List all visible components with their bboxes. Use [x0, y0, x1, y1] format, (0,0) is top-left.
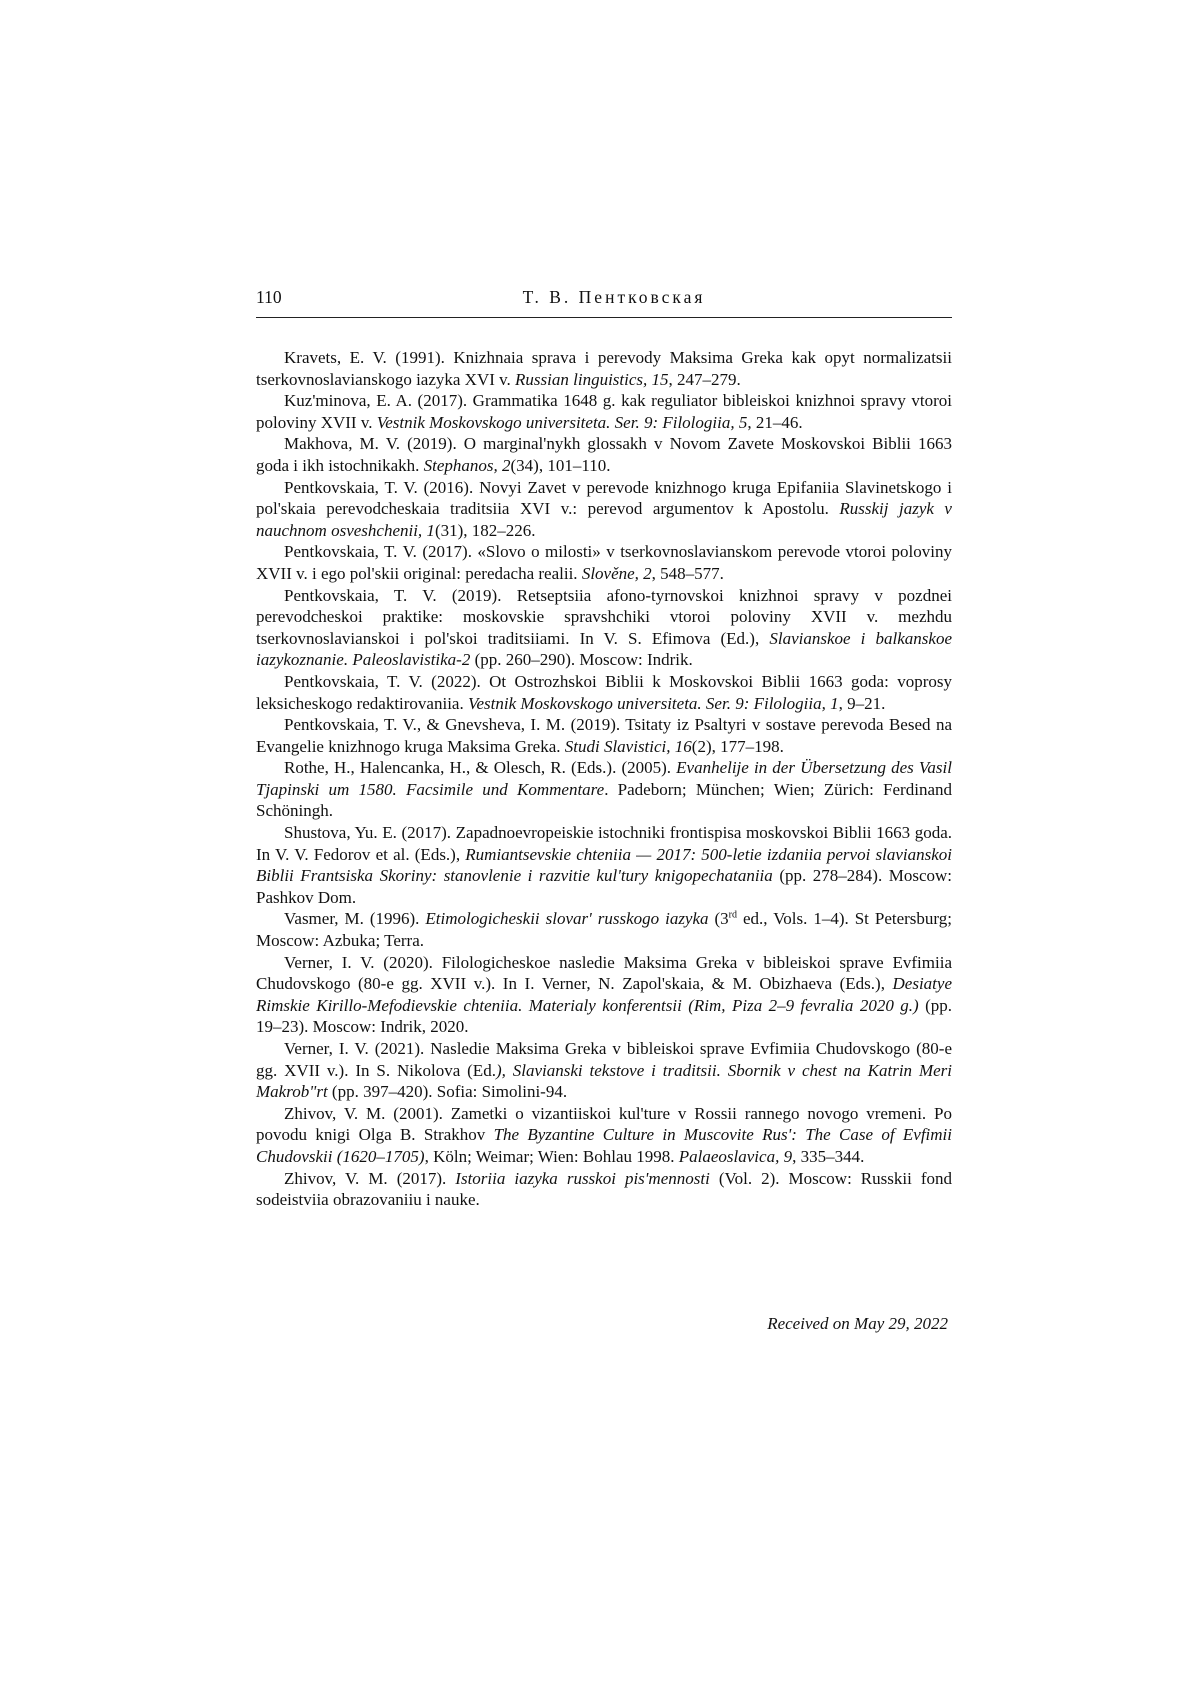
reference-entry	[256, 822, 952, 908]
page-header	[256, 287, 952, 318]
reference-text: (pp. 260–290). Moscow: Indrik.	[470, 650, 693, 670]
reference-text: , 21–46.	[747, 412, 803, 432]
reference-text: Zhivov, V. M. (2017).	[284, 1168, 456, 1188]
reference-text: , 548–577.	[651, 563, 724, 583]
superscript: rd	[728, 909, 738, 921]
italic-text: Vestnik Moskovskogo universiteta. Ser. 9: Filologiia, 5	[376, 412, 748, 432]
reference-text: Zhivov, V. M. (2001). Zametki o vizantiiskoi kul'ture v Rossii rannego novogo vremeni. Po povodu knigi Olga B. Strakhov	[256, 1103, 952, 1145]
italic-text: Slavianskoe i balkanskoe iazykoznanie. Paleoslavistika-2	[256, 628, 952, 670]
reference-text: (Vol. 2). Moscow: Russkii fond sodeistviia obrazovaniiu i nauke.	[256, 1168, 952, 1210]
italic-text: Slověne, 2	[581, 563, 652, 583]
italic-text: Stephanos, 2	[423, 455, 511, 475]
reference-entry	[256, 390, 952, 433]
reference-text: Kravets, E. V. (1991). Knizhnaia sprava i perevody Maksima Greka kak opyt normalizatsii tserkovnoslavianskogo iazyka XVI v.	[256, 348, 952, 389]
reference-text: (pp. 397–420). Sofia: Simolini-94.	[327, 1082, 568, 1102]
italic-text: Evanhelije in der Übersetzung des Vasil Tjapinski um 1580. Facsimile und Kommentare	[256, 758, 952, 799]
reference-entry	[256, 952, 952, 1038]
reference-text: Pentkovskaia, T. V. (2017). «Slovo o milosti» v tserkovnoslavianskom perevode vtoroi poloviny XVII v. i ego pol'skii original: peredacha realii.	[256, 542, 952, 583]
reference-entry	[256, 1168, 952, 1211]
reference-text: Verner, I. V. (2020). Filologicheskoe nasledie Maksima Greka v bibleiskoi sprave Evfimiia Chudovskogo (80-e gg. XVII v.). In I. Verner, N. Zapol'skaia, & M. Obizhaeva (Eds.),	[256, 952, 952, 994]
running-head: Т. В. Пентковская	[522, 287, 706, 307]
reference-entry	[256, 908, 952, 951]
italic-text: Studi Slavistici, 16	[564, 736, 692, 756]
reference-entry	[256, 541, 952, 584]
italic-text: The Byzantine Culture in Muscovite Rus': The Case of Evfimii Chudovskii (1620–1705)	[256, 1125, 952, 1166]
reference-entry	[256, 433, 952, 476]
reference-text: Pentkovskaia, T. V. (2019). Retseptsiia afono-tyrnovskoi knizhnoi spravy v pozdnei perevodcheskoi praktike: moskovskie spravshchiki vtoroi poloviny XVII v. mezhdu tserkovnoslavianskoi i pol'skoi traditsiiami. In V. S. Efimova (Ed.),	[256, 585, 952, 648]
reference-text: (pp. 19–23). Moscow: Indrik, 2020.	[256, 995, 952, 1037]
reference-text: Pentkovskaia, T. V., & Gnevsheva, I. M. (2019). Tsitaty iz Psaltyri v sostave perevoda Besed na Evangelie knizhnogo kruga Maksima Greka.	[256, 715, 952, 756]
reference-text: (2), 177–198.	[691, 736, 784, 756]
received-date: Received on May 29, 2022	[767, 1314, 948, 1333]
italic-text: Etimologicheskii slovar' russkogo iazyka	[425, 909, 709, 929]
reference-text: (31), 182–226.	[434, 520, 536, 540]
reference-text: Pentkovskaia, T. V. (2022). Ot Ostrozhskoi Biblii k Moskovskoi Biblii 1663 goda: voprosy leksicheskogo redaktirovaniia.	[256, 671, 952, 713]
reference-text: (34), 101–110.	[510, 455, 611, 475]
reference-text: . Padeborn; München; Wien; Zürich: Ferdinand Schöningh.	[256, 779, 952, 821]
reference-text: , 9–21.	[838, 693, 886, 713]
italic-text: Desiatye Rimskie Kirillo-Mefodievskie chteniia. Materialy konferentsii (Rim, Piza 2–9 fevralia 2020 g.)	[256, 974, 952, 1015]
italic-text: Rumiantsevskie chteniia — 2017: 500-letie izdaniia pervoi slavianskoi Biblii Frantsiska Skoriny: stanovlenie i razvitie kul'tury knigopechataniia	[256, 844, 952, 886]
italic-text: Vestnik Moskovskogo universiteta. Ser. 9: Filologiia, 1	[467, 693, 839, 713]
reference-entry	[256, 1038, 952, 1103]
italic-text: Palaeoslavica, 9	[678, 1146, 793, 1166]
reference-entry	[256, 1103, 952, 1168]
reference-list	[256, 347, 952, 1211]
reference-entry	[256, 714, 952, 757]
italic-text: Russian linguistics, 15	[515, 369, 669, 389]
reference-entry	[256, 757, 952, 822]
reference-text: Pentkovskaia, T. V. (2016). Novyi Zavet v perevode knizhnogo kruga Epifaniia Slavinetskogo i pol'skaia perevodcheskaia traditsiia XVI v.: perevod argumentov k Apostolu.	[256, 477, 952, 519]
italic-text: ), Slavianski tekstove i traditsii. Sbornik v chest na Katrin Meri Makrob"rt	[256, 1060, 952, 1102]
reference-text: Verner, I. V. (2021). Nasledie Maksima Greka v bibleiskoi sprave Evfimiia Chudovskogo (80-e gg. XVII v.). In S. Nikolova (Ed.	[256, 1039, 952, 1080]
reference-text: (pp. 278–284). Moscow: Pashkov Dom.	[256, 866, 952, 907]
reference-entry	[256, 671, 952, 714]
page-number: 110	[256, 287, 282, 307]
italic-text: Russkij jazyk v nauchnom osveshchenii, 1	[256, 499, 952, 540]
reference-text: Makhova, M. V. (2019). O marginal'nykh glossakh v Novom Zavete Moskovskoi Biblii 1663 goda i ikh istochnikakh.	[256, 434, 952, 475]
reference-text: ed., Vols. 1–4). St Petersburg; Moscow: Azbuka; Terra.	[256, 909, 952, 951]
reference-entry	[256, 477, 952, 542]
reference-entry	[256, 585, 952, 671]
reference-text: Kuz'minova, E. A. (2017). Grammatika 1648 g. kak reguliator bibleiskoi knizhnoi spravy vtoroi poloviny XVII v.	[256, 391, 952, 432]
reference-text: , Köln; Weimar; Wien: Bohlau 1998.	[424, 1146, 679, 1166]
reference-text: Vasmer, M. (1996).	[284, 909, 426, 929]
reference-text: Rothe, H., Halencanka, H., & Olesch, R. (Eds.). (2005).	[284, 758, 677, 778]
reference-text: , 335–344.	[792, 1146, 865, 1166]
reference-text: Shustova, Yu. E. (2017). Zapadnoevropeiskie istochniki frontispisa moskovskoi Biblii 1663 goda. In V. V. Fedorov et al. (Eds.),	[256, 823, 952, 864]
reference-entry	[256, 347, 952, 390]
italic-text: Istoriia iazyka russkoi pis'mennosti	[455, 1168, 710, 1188]
reference-text: , 247–279.	[668, 369, 741, 389]
reference-text: (3	[708, 909, 729, 929]
